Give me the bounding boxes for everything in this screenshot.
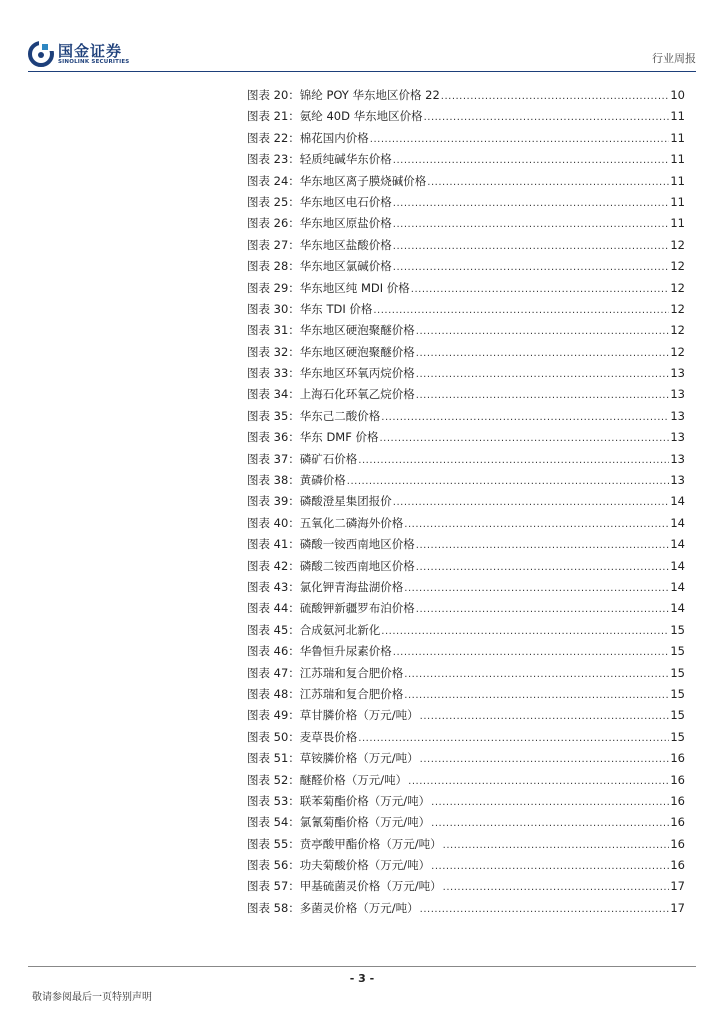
toc-entry[interactable] [247, 365, 685, 386]
toc-entry-label: 图表 37：磷矿石价格 [247, 451, 358, 466]
toc-entry-page: 15 [670, 708, 685, 723]
toc-leader-dots [431, 797, 669, 808]
toc-entry[interactable] [247, 130, 685, 151]
toc-entry[interactable] [247, 707, 685, 728]
toc-entry[interactable] [247, 814, 685, 835]
toc-leader-dots [416, 369, 670, 380]
toc-entry-label: 图表 29：华东地区纯 MDI 价格 [247, 280, 410, 295]
toc-leader-dots [347, 476, 670, 487]
toc-entry[interactable] [247, 194, 685, 215]
toc-entry[interactable] [247, 857, 685, 878]
toc-leader-dots [393, 198, 670, 209]
toc-entry-label: 图表 42：磷酸二铵西南地区价格 [247, 558, 415, 573]
toc-entry[interactable] [247, 536, 685, 557]
toc-leader-dots [416, 348, 670, 359]
toc-entry[interactable] [247, 237, 685, 258]
toc-entry-label: 图表 34：上海石化环氧乙烷价格 [247, 387, 415, 402]
toc-entry-label: 图表 44：硫酸钾新疆罗布泊价格 [247, 601, 415, 616]
toc-entry-page: 14 [670, 515, 685, 530]
toc-leader-dots [420, 754, 670, 765]
toc-entry-page: 16 [670, 751, 685, 766]
toc-leader-dots [358, 455, 669, 466]
toc-entry-label: 图表 21：氨纶 40D 华东地区价格 [247, 109, 423, 124]
toc-entry-page: 14 [670, 601, 685, 616]
toc-entry[interactable] [247, 878, 685, 899]
toc-leader-dots [393, 241, 670, 252]
toc-leader-dots [408, 776, 669, 787]
toc-leader-dots [381, 412, 669, 423]
toc-entry-label: 图表 35：华东己二酸价格 [247, 408, 381, 423]
toc-entry-page: 14 [670, 558, 685, 573]
toc-leader-dots [416, 604, 670, 615]
sinolink-logo-icon [28, 41, 54, 67]
toc-entry[interactable] [247, 386, 685, 407]
report-type: 行业周报 [652, 52, 696, 65]
toc-entry[interactable] [247, 729, 685, 750]
toc-entry[interactable] [247, 793, 685, 814]
toc-entry[interactable] [247, 280, 685, 301]
toc-leader-dots [404, 690, 669, 701]
toc-leader-dots [393, 497, 670, 508]
toc-entry-label: 图表 24：华东地区离子膜烧碱价格 [247, 173, 427, 188]
toc-leader-dots [358, 733, 669, 744]
toc-entry[interactable] [247, 750, 685, 771]
logo-english-name: SINOLINK SECURITIES [58, 58, 130, 65]
toc-entry-page: 12 [670, 237, 685, 252]
toc-leader-dots [420, 711, 670, 722]
toc-entry-page: 15 [670, 644, 685, 659]
toc-entry-label: 图表 41：磷酸一铵西南地区价格 [247, 537, 415, 552]
toc-entry-page: 15 [670, 622, 685, 637]
toc-entry-label: 图表 50：麦草畏价格 [247, 729, 358, 744]
toc-entry[interactable] [247, 472, 685, 493]
toc-entry-page: 16 [670, 815, 685, 830]
toc-entry[interactable] [247, 429, 685, 450]
toc-entry-label: 图表 58：多菌灵价格（万元/吨） [247, 900, 419, 915]
toc-entry-page: 12 [670, 280, 685, 295]
toc-entry[interactable] [247, 173, 685, 194]
toc-entry-page: 16 [670, 772, 685, 787]
toc-leader-dots [373, 305, 669, 316]
toc-leader-dots [393, 155, 670, 166]
toc-entry-page: 12 [670, 301, 685, 316]
toc-entry-page: 13 [670, 366, 685, 381]
toc-entry[interactable] [247, 344, 685, 365]
toc-entry[interactable] [247, 836, 685, 857]
toc-entry-page: 14 [670, 579, 685, 594]
toc-entry[interactable] [247, 665, 685, 686]
toc-entry[interactable] [247, 493, 685, 514]
toc-leader-dots [411, 284, 670, 295]
toc-leader-dots [404, 519, 669, 530]
toc-entry[interactable] [247, 451, 685, 472]
toc-leader-dots [393, 647, 670, 658]
toc-entry-label: 图表 49：草甘膦价格（万元/吨） [247, 708, 419, 723]
toc-entry-label: 图表 53：联苯菊酯价格（万元/吨） [247, 793, 431, 808]
header-divider [28, 71, 696, 72]
toc-entry[interactable] [247, 772, 685, 793]
toc-entry-label: 图表 52：醚醛价格（万元/吨） [247, 772, 408, 787]
toc-entry[interactable] [247, 686, 685, 707]
toc-entry-label: 图表 43：氯化钾青海盐湖价格 [247, 579, 404, 594]
toc-entry[interactable] [247, 322, 685, 343]
toc-entry-page: 12 [670, 323, 685, 338]
toc-entry-label: 图表 57：甲基硫菌灵价格（万元/吨） [247, 879, 442, 894]
toc-entry-page: 17 [670, 879, 685, 894]
company-logo [28, 40, 129, 68]
toc-entry-label: 图表 48：江苏瑞和复合肥价格 [247, 686, 404, 701]
toc-entry-page: 10 [670, 88, 685, 102]
toc-leader-dots [370, 134, 670, 145]
toc-entry-page: 13 [670, 473, 685, 488]
toc-entry-page: 16 [670, 793, 685, 808]
toc-leader-dots [441, 91, 670, 102]
toc-entry-label: 图表 47：江苏瑞和复合肥价格 [247, 665, 404, 680]
toc-leader-dots [380, 433, 670, 444]
toc-entry[interactable] [247, 643, 685, 664]
toc-entry-label: 图表 20：锦纶 POY 华东地区价格 22 [247, 88, 440, 102]
toc-entry-label: 图表 31：华东地区硬泡聚醚价格 [247, 323, 415, 338]
toc-entry[interactable] [247, 258, 685, 279]
toc-entry-label: 图表 23：轻质纯碱华东价格 [247, 152, 392, 167]
toc-entry-page: 12 [670, 344, 685, 359]
toc-leader-dots [416, 540, 670, 551]
page-number: - 3 - [349, 972, 375, 985]
toc-entry[interactable] [247, 87, 685, 108]
toc-leader-dots [420, 904, 670, 915]
toc-entry-page: 13 [670, 408, 685, 423]
toc-entry[interactable] [247, 622, 685, 643]
toc-entry[interactable] [247, 579, 685, 600]
toc-entry[interactable] [247, 600, 685, 621]
toc-entry-label: 图表 56：功夫菊酸价格（万元/吨） [247, 858, 431, 873]
footer-divider [28, 966, 696, 967]
toc-entry-label: 图表 46：华鲁恒升尿素价格 [247, 644, 392, 659]
figure-list [247, 87, 685, 921]
toc-entry-label: 图表 39：磷酸澄星集团报价 [247, 494, 392, 509]
toc-entry-label: 图表 25：华东地区电石价格 [247, 194, 392, 209]
toc-entry-label: 图表 33：华东地区环氧丙烷价格 [247, 366, 415, 381]
toc-entry-page: 14 [670, 494, 685, 509]
toc-entry-page: 17 [670, 900, 685, 915]
toc-leader-dots [393, 262, 670, 273]
toc-leader-dots [431, 861, 669, 872]
toc-leader-dots [416, 562, 670, 573]
toc-entry-page: 15 [670, 729, 685, 744]
toc-entry-label: 图表 51：草铵膦价格（万元/吨） [247, 751, 419, 766]
toc-entry-page: 14 [670, 537, 685, 552]
toc-entry[interactable] [247, 151, 685, 172]
toc-entry[interactable] [247, 515, 685, 536]
toc-entry-page: 11 [670, 216, 685, 231]
toc-entry-page: 12 [670, 259, 685, 274]
toc-entry-label: 图表 45：合成氨河北新化 [247, 622, 381, 637]
toc-entry-page: 11 [670, 194, 685, 209]
toc-entry-label: 图表 54：氯氰菊酯价格（万元/吨） [247, 815, 431, 830]
toc-entry-page: 11 [670, 152, 685, 167]
toc-entry-page: 16 [670, 836, 685, 851]
toc-leader-dots [427, 177, 669, 188]
toc-entry-label: 图表 22：棉花国内价格 [247, 130, 369, 145]
toc-entry-label: 图表 55：贲亭酸甲酯价格（万元/吨） [247, 836, 442, 851]
toc-entry-label: 图表 32：华东地区硬泡聚醚价格 [247, 344, 415, 359]
toc-entry[interactable] [247, 301, 685, 322]
toc-leader-dots [404, 669, 669, 680]
toc-entry-page: 11 [670, 130, 685, 145]
toc-entry-page: 15 [670, 686, 685, 701]
toc-entry-page: 13 [670, 387, 685, 402]
toc-leader-dots [431, 818, 669, 829]
toc-leader-dots [381, 626, 669, 637]
toc-entry[interactable] [247, 900, 685, 921]
toc-entry[interactable] [247, 408, 685, 429]
toc-entry-label: 图表 36：华东 DMF 价格 [247, 430, 379, 445]
toc-entry[interactable] [247, 108, 685, 129]
toc-leader-dots [416, 326, 670, 337]
toc-leader-dots [416, 390, 670, 401]
toc-entry-page: 16 [670, 858, 685, 873]
toc-entry-label: 图表 27：华东地区盐酸价格 [247, 237, 392, 252]
toc-entry-label: 图表 30：华东 TDI 价格 [247, 301, 373, 316]
toc-leader-dots [443, 882, 670, 893]
toc-leader-dots [424, 112, 670, 123]
toc-entry-page: 11 [670, 109, 685, 124]
toc-entry-label: 图表 40：五氧化二磷海外价格 [247, 515, 404, 530]
toc-entry-page: 11 [670, 173, 685, 188]
toc-leader-dots [443, 840, 670, 851]
toc-entry-page: 13 [670, 430, 685, 445]
toc-entry[interactable] [247, 215, 685, 236]
toc-entry-page: 13 [670, 451, 685, 466]
logo-chinese-name: 国金证券 [58, 41, 123, 60]
toc-entry-label: 图表 26：华东地区原盐价格 [247, 216, 392, 231]
toc-entry-page: 15 [670, 665, 685, 680]
toc-entry-label: 图表 28：华东地区氯碱价格 [247, 259, 392, 274]
disclaimer-text: 敬请参阅最后一页特别声明 [32, 992, 152, 1003]
toc-leader-dots [393, 219, 670, 230]
toc-leader-dots [404, 583, 669, 594]
page-header [0, 0, 724, 80]
toc-entry-label: 图表 38：黄磷价格 [247, 473, 346, 488]
toc-entry[interactable] [247, 558, 685, 579]
